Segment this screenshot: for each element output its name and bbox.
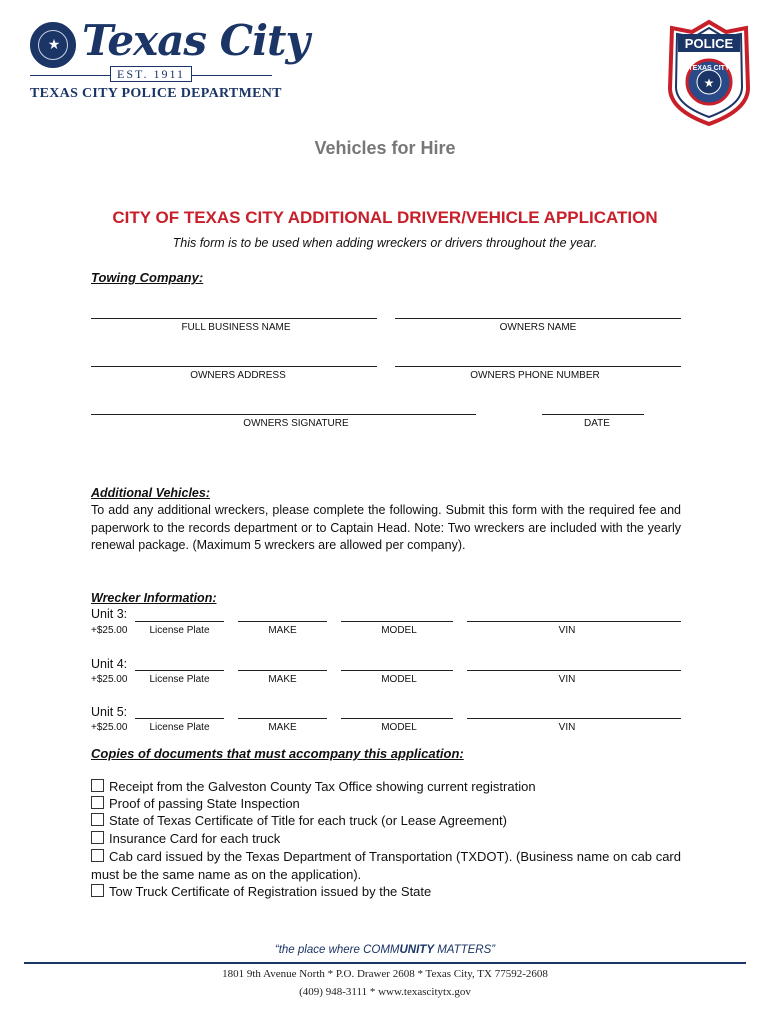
- wrecker-information-heading: Wrecker Information:: [91, 591, 217, 605]
- checkbox[interactable]: [91, 813, 104, 826]
- unit-label: Unit 3:: [91, 607, 128, 621]
- plate-caption: License Plate: [149, 674, 210, 685]
- vin-caption: VIN: [558, 722, 576, 733]
- additional-vehicles-heading: Additional Vehicles:: [91, 486, 211, 500]
- unit-4-vin-line[interactable]: [467, 670, 681, 671]
- badge-ring-text: TEXAS CITY: [688, 65, 730, 72]
- owners-signature-line[interactable]: [91, 414, 476, 415]
- requirement-label: Proof of passing State Inspection: [109, 796, 300, 811]
- unit-3-make-line[interactable]: [238, 621, 327, 622]
- unit-5-model-line[interactable]: [341, 718, 453, 719]
- unit-4-model-line[interactable]: [341, 670, 453, 671]
- make-caption: MAKE: [268, 674, 297, 685]
- business-name-line[interactable]: [91, 318, 377, 319]
- unit-3-plate-line[interactable]: [135, 621, 224, 622]
- towing-company-heading: Towing Company:: [91, 270, 204, 285]
- requirement-item: [91, 830, 681, 848]
- checkbox[interactable]: [91, 831, 104, 844]
- owners-phone-line[interactable]: [395, 366, 681, 367]
- requirement-item: [91, 812, 681, 830]
- plate-caption: License Plate: [149, 722, 210, 733]
- checkbox[interactable]: [91, 796, 104, 809]
- business-name-caption: FULL BUSINESS NAME: [181, 322, 291, 333]
- checkbox[interactable]: [91, 884, 104, 897]
- unit-3-vin-line[interactable]: [467, 621, 681, 622]
- section-title: Vehicles for Hire: [314, 138, 456, 158]
- owners-phone-caption: OWNERS PHONE NUMBER: [470, 370, 600, 381]
- owners-address-caption: OWNERS ADDRESS: [190, 370, 286, 381]
- checkbox[interactable]: [91, 849, 104, 862]
- unit-5-vin-line[interactable]: [467, 718, 681, 719]
- requirement-item: [91, 795, 681, 813]
- make-caption: MAKE: [268, 722, 297, 733]
- star-icon: ★: [47, 36, 61, 52]
- requirement-item: [91, 778, 681, 796]
- unit-3-model-line[interactable]: [341, 621, 453, 622]
- application-subtitle: This form is to be used when adding wreckers or drivers throughout the year.: [172, 236, 598, 250]
- unit-label: Unit 5:: [91, 705, 128, 719]
- requirement-item: [91, 883, 681, 901]
- unit-fee: +$25.00: [91, 722, 128, 733]
- tagline-bold: UNITY: [399, 944, 434, 956]
- unit-4-make-line[interactable]: [238, 670, 327, 671]
- requirement-label: Insurance Card for each truck: [109, 831, 281, 846]
- unit-4-plate-line[interactable]: [135, 670, 224, 671]
- model-caption: MODEL: [381, 674, 417, 685]
- unit-fee: +$25.00: [91, 674, 128, 685]
- vin-caption: VIN: [558, 674, 576, 685]
- tagline-end: MATTERS”: [434, 944, 496, 956]
- city-tagline: [0, 944, 770, 956]
- city-logo-text: Texas City: [82, 16, 309, 65]
- owners-address-line[interactable]: [91, 366, 377, 367]
- tagline-start: “the place where COMM: [274, 944, 400, 956]
- badge-star-icon: ★: [703, 76, 715, 90]
- owners-name-caption: OWNERS NAME: [499, 322, 577, 333]
- owners-name-line[interactable]: [395, 318, 681, 319]
- unit-fee: +$25.00: [91, 625, 128, 636]
- model-caption: MODEL: [381, 722, 417, 733]
- model-caption: MODEL: [381, 625, 417, 636]
- department-name: TEXAS CITY POLICE DEPARTMENT: [30, 86, 282, 101]
- unit-5-make-line[interactable]: [238, 718, 327, 719]
- police-badge: [666, 18, 752, 128]
- unit-label: Unit 4:: [91, 657, 128, 671]
- requirement-label: Tow Truck Certificate of Registration issued by the State: [109, 884, 432, 899]
- additional-vehicles-text: To add any additional wreckers, please complete the following. Submit this form with the required fee and paperwork to the records department or to Captain Head. Note: Two wreckers are included with the yearly renewal package. (Maximum 5 wreckers are allowed per company).: [91, 503, 681, 552]
- city-seal: [30, 22, 76, 68]
- vin-caption: VIN: [558, 625, 576, 636]
- plate-caption: License Plate: [149, 625, 210, 636]
- footer-contact: (409) 948-3111 * www.texascitytx.gov: [299, 986, 471, 998]
- unit-5-plate-line[interactable]: [135, 718, 224, 719]
- requirement-label: State of Texas Certificate of Title for each truck (or Lease Agreement): [109, 813, 507, 828]
- footer-rule: [24, 962, 746, 964]
- date-caption: DATE: [584, 418, 610, 429]
- badge-police-text: POLICE: [684, 36, 734, 51]
- established-label: EST. 1911: [110, 66, 192, 82]
- requirement-label: Cab card issued by the Texas Department of Transportation (TXDOT). (Business name on cab card must be the same name as on the application).: [91, 849, 681, 882]
- application-title: CITY OF TEXAS CITY ADDITIONAL DRIVER/VEHICLE APPLICATION: [112, 208, 658, 227]
- make-caption: MAKE: [268, 625, 297, 636]
- date-line[interactable]: [542, 414, 644, 415]
- requirement-item: [91, 848, 681, 883]
- required-documents-heading: Copies of documents that must accompany this application:: [91, 746, 464, 761]
- requirement-label: Receipt from the Galveston County Tax Office showing current registration: [109, 779, 536, 794]
- footer-address: 1801 9th Avenue North * P.O. Drawer 2608 * Texas City, TX 77592-2608: [222, 968, 548, 980]
- owners-signature-caption: OWNERS SIGNATURE: [243, 418, 349, 429]
- checkbox[interactable]: [91, 779, 104, 792]
